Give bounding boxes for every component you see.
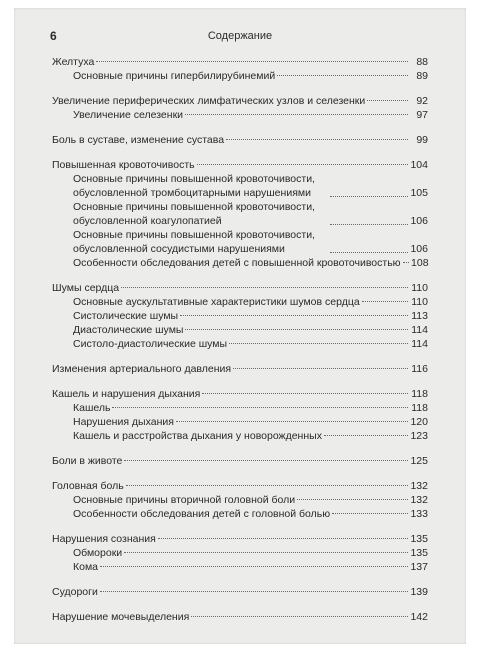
dot-leader bbox=[233, 368, 408, 369]
toc-entry-page-number: 133 bbox=[410, 508, 428, 520]
toc-entry-title: Особенности обследования детей с головной болью bbox=[73, 508, 331, 520]
toc-chapter-entry[interactable] bbox=[52, 362, 428, 376]
toc-section bbox=[52, 610, 428, 624]
toc-subsection-entry[interactable] bbox=[52, 546, 428, 560]
toc-subsection-entry[interactable] bbox=[52, 200, 428, 228]
toc-subsection-entry[interactable] bbox=[52, 228, 428, 256]
toc-entry-title: Основные причины повышенной кровоточивости, обусловленной сосудистыми нарушениями bbox=[73, 229, 315, 255]
toc-entry-title: Кашель и расстройства дыхания у новорожденных bbox=[73, 430, 322, 442]
dot-leader bbox=[297, 499, 408, 500]
toc-entry-page-number: 132 bbox=[410, 480, 428, 492]
toc-entry-title: Нарушения дыхания bbox=[73, 416, 174, 428]
toc-subsection-entry[interactable] bbox=[52, 429, 428, 443]
dot-leader bbox=[332, 513, 408, 514]
toc-chapter-entry[interactable] bbox=[52, 158, 428, 172]
toc-entry-page-number: 104 bbox=[410, 159, 428, 171]
dot-leader bbox=[197, 164, 408, 165]
toc-entry-page-number: 135 bbox=[410, 547, 428, 559]
toc-entry-page-number: 106 bbox=[410, 243, 428, 255]
toc-subsection-entry[interactable] bbox=[52, 401, 428, 415]
toc-section bbox=[52, 387, 428, 443]
toc-section bbox=[52, 94, 428, 122]
toc-entry-title: Нарушения сознания bbox=[52, 533, 156, 545]
toc-chapter-entry[interactable] bbox=[52, 479, 428, 493]
toc-entry-page-number: 139 bbox=[410, 586, 428, 598]
dot-leader bbox=[121, 287, 408, 288]
toc-entry-page-number: 120 bbox=[410, 416, 428, 428]
toc-subsection-entry[interactable] bbox=[52, 108, 428, 122]
dot-leader bbox=[185, 329, 408, 330]
toc-entry-page-number: 114 bbox=[411, 324, 428, 336]
dot-leader bbox=[277, 75, 408, 76]
toc-entry-page-number: 106 bbox=[410, 215, 428, 227]
toc-entry-page-number: 132 bbox=[410, 494, 428, 506]
toc-entry-page-number: 142 bbox=[410, 611, 428, 623]
toc-subsection-entry[interactable] bbox=[52, 172, 428, 200]
toc-section bbox=[52, 454, 428, 468]
toc-entry-page-number: 105 bbox=[410, 187, 428, 199]
toc-section bbox=[52, 133, 428, 147]
toc-entry-title: Кашель bbox=[73, 402, 111, 414]
toc-entry-title: Увеличение селезенки bbox=[73, 109, 184, 121]
toc-entry-page-number: 114 bbox=[411, 338, 428, 350]
toc-entry-title: Диастолические шумы bbox=[73, 324, 184, 336]
dot-leader bbox=[176, 421, 408, 422]
toc-entry-page-number: 89 bbox=[416, 70, 428, 82]
dot-leader bbox=[330, 224, 408, 225]
toc-entry-page-number: 99 bbox=[416, 134, 428, 146]
toc-section bbox=[52, 532, 428, 574]
toc-entry-page-number: 118 bbox=[411, 402, 428, 414]
toc-entry-page-number: 113 bbox=[411, 310, 428, 322]
toc-entry-title: Основные причины повышенной кровоточивости, обусловленной коагулопатией bbox=[73, 201, 315, 227]
toc-chapter-entry[interactable] bbox=[52, 454, 428, 468]
dot-leader bbox=[202, 393, 408, 394]
toc-subsection-entry[interactable] bbox=[52, 415, 428, 429]
toc-entry-page-number: 137 bbox=[410, 561, 428, 573]
page-header bbox=[14, 29, 466, 47]
toc-chapter-entry[interactable] bbox=[52, 281, 428, 295]
toc-chapter-entry[interactable] bbox=[52, 387, 428, 401]
toc-section bbox=[52, 158, 428, 270]
dot-leader bbox=[180, 315, 408, 316]
dot-leader bbox=[403, 262, 409, 263]
toc-section bbox=[52, 585, 428, 599]
toc-entry-title: Кома bbox=[73, 561, 99, 573]
toc-entry-page-number: 123 bbox=[410, 430, 428, 442]
toc-entry-page-number: 110 bbox=[411, 296, 428, 308]
toc-chapter-entry[interactable] bbox=[52, 532, 428, 546]
toc-entry-page-number: 125 bbox=[410, 455, 428, 467]
toc-entry-title: Шумы сердца bbox=[52, 282, 120, 294]
toc-entry-title: Основные причины повышенной кровоточивости, обусловленной тромбоцитарными нарушениями bbox=[73, 173, 315, 199]
dot-leader bbox=[229, 343, 408, 344]
toc-entry-title: Основные причины гипербилирубинемий bbox=[73, 70, 276, 82]
toc-entry-page-number: 108 bbox=[411, 257, 429, 269]
toc-entry-page-number: 88 bbox=[416, 56, 428, 68]
toc-entry-page-number: 110 bbox=[411, 282, 428, 294]
toc-entry-title: Головная боль bbox=[52, 480, 124, 492]
dot-leader bbox=[96, 61, 408, 62]
toc-subsection-entry[interactable] bbox=[52, 337, 428, 351]
toc-entry-title: Повышенная кровоточивость bbox=[52, 159, 195, 171]
dot-leader bbox=[330, 196, 408, 197]
dot-leader bbox=[124, 460, 408, 461]
toc-subsection-entry[interactable] bbox=[52, 493, 428, 507]
toc-subsection-entry[interactable] bbox=[52, 560, 428, 574]
book-page bbox=[14, 8, 466, 644]
toc-entry-page-number: 116 bbox=[411, 363, 428, 375]
page-number: 6 bbox=[50, 29, 57, 43]
dot-leader bbox=[324, 435, 408, 436]
dot-leader bbox=[126, 485, 408, 486]
toc-entry-title: Кашель и нарушения дыхания bbox=[52, 388, 201, 400]
toc-entry-page-number: 92 bbox=[416, 95, 428, 107]
dot-leader bbox=[158, 538, 408, 539]
toc-entry-title: Систоло-диастолические шумы bbox=[73, 338, 228, 350]
table-of-contents bbox=[52, 55, 428, 635]
toc-chapter-entry[interactable] bbox=[52, 133, 428, 147]
toc-subsection-entry[interactable] bbox=[52, 309, 428, 323]
dot-leader bbox=[100, 566, 408, 567]
toc-entry-title: Желтуха bbox=[52, 56, 95, 68]
toc-subsection-entry[interactable] bbox=[52, 507, 428, 521]
toc-entry-title: Систолические шумы bbox=[73, 310, 179, 322]
toc-subsection-entry[interactable] bbox=[52, 256, 428, 270]
toc-entry-title: Боль в суставе, изменение сустава bbox=[52, 134, 225, 146]
dot-leader bbox=[112, 407, 408, 408]
dot-leader bbox=[185, 114, 408, 115]
toc-entry-title: Обмороки bbox=[73, 547, 123, 559]
dot-leader bbox=[191, 616, 408, 617]
toc-section bbox=[52, 55, 428, 83]
toc-subsection-entry[interactable] bbox=[52, 295, 428, 309]
toc-chapter-entry[interactable] bbox=[52, 610, 428, 624]
toc-entry-page-number: 118 bbox=[411, 388, 428, 400]
toc-entry-title: Основные причины вторичной головной боли bbox=[73, 494, 296, 506]
toc-entry-title: Нарушение мочевыделения bbox=[52, 611, 190, 623]
toc-entry-title: Судороги bbox=[52, 586, 98, 598]
toc-entry-title: Увеличение периферических лимфатических узлов и селезенки bbox=[52, 95, 366, 107]
dot-leader bbox=[362, 301, 408, 302]
toc-entry-title: Боли в животе bbox=[52, 455, 123, 467]
toc-section bbox=[52, 479, 428, 521]
toc-subsection-entry[interactable] bbox=[52, 323, 428, 337]
toc-entry-page-number: 135 bbox=[410, 533, 428, 545]
toc-entry-title: Изменения артериального давления bbox=[52, 363, 232, 375]
toc-subsection-entry[interactable] bbox=[52, 69, 428, 83]
toc-entry-title: Особенности обследования детей с повышенной кровоточивостью bbox=[73, 257, 401, 269]
running-title: Содержание bbox=[207, 30, 273, 42]
toc-chapter-entry[interactable] bbox=[52, 585, 428, 599]
toc-section bbox=[52, 362, 428, 376]
dot-leader bbox=[124, 552, 408, 553]
dot-leader bbox=[226, 139, 408, 140]
toc-entry-page-number: 97 bbox=[416, 109, 428, 121]
toc-chapter-entry[interactable] bbox=[52, 55, 428, 69]
dot-leader bbox=[100, 591, 408, 592]
toc-section bbox=[52, 281, 428, 351]
toc-chapter-entry[interactable] bbox=[52, 94, 428, 108]
dot-leader bbox=[367, 100, 408, 101]
toc-entry-title: Основные аускультативные характеристики шумов сердца bbox=[73, 296, 360, 308]
dot-leader bbox=[330, 252, 408, 253]
